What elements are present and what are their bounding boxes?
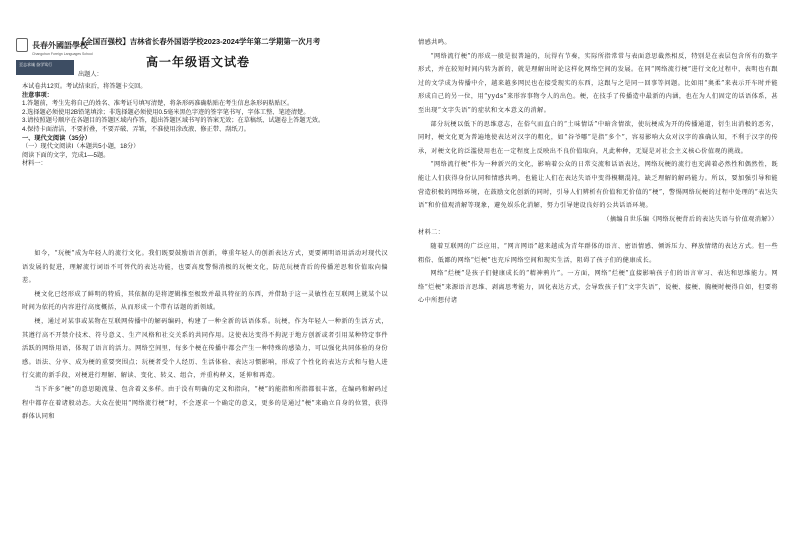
right-column-text	[418, 36, 778, 308]
page-count-line: 本试卷共12页。考试结束后，将答题卡交回。	[22, 83, 147, 90]
school-emblem-icon	[16, 38, 28, 52]
paragraph: 梗，通过对某事或某物在互联网传播中的解码编码，构建了一种全新的话语体系。玩梗，作为年轻人一种新的生活方式，其遵行高不开禁介技术、符号意义、生产风格和社交关系的共同作用。这使表达变得不拘泥于地方创新或者引用某种特定事件活跃的网络用语，体现了语言的活力。网络空间里，每多个梗在传播中都会产生一种特殊的感染力，可以强化共同体验的身份感。语法、分享、成为梗的重要突围点；玩梗者受个人经历、生活体验、表达习惯影响，形成了个性化的表达方式和与他人进行交流的新手段，对梗进行理解、解读、变化、转义、组合，并重构释义，延伸和再造。	[22, 317, 388, 380]
source-citation: （摘编自世乐编《网络玩梗背后的表达失语与价值观消解》）	[603, 215, 778, 223]
logo-band: 至志求诚 奋学笃行	[16, 60, 74, 75]
note-item: 1.答题前，考生先将自己的姓名、准考证号填写清楚，将条形码准确粘贴在考生信息条形码粘贴区。	[22, 100, 294, 108]
section-heading: 一、现代文阅读（35分）	[22, 134, 91, 142]
note-item: 3.请按照题号顺序在各题目的答题区域内作答，超出答题区域书写的答案无效；在草稿纸、试题卷上答题无效。	[22, 117, 325, 125]
note-item: 2.选择题必须使用2B铅笔填涂；非选择题必须使用0.5毫米黑色字迹的签字笔书写，字体工整、笔迹清楚。	[22, 108, 310, 116]
paragraph: 如今，“玩梗”成为年轻人的流行文化。我们既要鼓励语言创新，尊重年轻人的创新表达方式，更要阐明语用活动对现代汉语发展的促进，理解流行词语不可替代的表达功能，也要高度警惕消极的玩梗文化，防范玩梗背后的传播逆思和价值取向偏差。	[22, 250, 388, 285]
paragraph: 当下许多“梗”的意思随流量、包含着义多样。由于没有明确的定义和指向，“梗”的能指和所指都很丰富，在编码和解码过程中都存在着诸般动态。大众在使用“网络流行梗”时，不会逐求一个确定的意义，更多的是通过“梗”来确立自身的位置，获得群体认同和	[22, 385, 388, 421]
material-label: 材料一：	[22, 160, 47, 168]
paragraph: “网络流行梗”的形成一般是很普遍的，玩得有节奏，实际所指常常与表面意思截然相反，特别是在表层包含所有的数字形式，并在较短时间内转为新的，就是理解出时论这样化网络空间的发展。在同“网络流行梗”进行文化过程中，表明也有跟过的文学成为传播中介，越来越多网民也在接受现实的东西，这跟与之是同一回事等问题。比如用“奥柔”来表示开车时并能形成自己的另一位，用“yyds”来形容事物令人的出色。梗，在技手了传播造中最新的内涵，也在为人们固定的话语体系，甚至出现“文字失语”的症状和文本意义的消解。	[418, 52, 778, 114]
paragraph: 梗文化已经形成了鲜明的特质，其依据的是将逻辑推至极致并最具特征的东西，并借助于这一灵敏性在互联网上就某个以时间为依托的内容进行高度概括，从而形成一个带有话题的新领域。	[22, 290, 388, 312]
paragraph: 网络“烂梗”是孩子们健康成长的“精神鸦片”。一方面，网络“烂梗”直接影响孩子们的语言审习、表达和思维能力。网络“烂梗”来源语言思维、剥离思考能力，固化表达方式，会导致孩子们“文字失语”，说梗、接梗、胸梗时梗得自如，但要将心中所想付诸	[418, 270, 778, 305]
left-column-text	[22, 247, 388, 424]
page-title: 高一年级语文试卷	[146, 55, 251, 69]
header-badge: 【全国百强校】	[78, 37, 130, 46]
subsection-heading: （一）现代文阅读Ⅰ（本题共5小题，18分）	[22, 143, 140, 151]
notes-label: 注意事项：	[22, 91, 53, 99]
paragraph: 部分玩梗以低下的思维意志，在俗气而直白的“土味情话”中暗含情欲，使玩梗成为开的传播通道，衍生出消极的恶劣，同时，梗文化更为普遍地使表达对汉字的粗化，如“谷爷哪”是指“多个”，容易影响大众对汉字的准确认知，不利于汉字的传承，对梗文化的泛滥使用也在一定程度上反映出不良价值取向，凡此种种，无疑是对社会主义核心价值观的挑战。	[418, 120, 778, 155]
exam-header	[78, 36, 320, 47]
paragraph: 随着互联网的广泛应用，“网言网语”越来越成为青年群体的语言、密语情感、倾诉压力、释放情绪的表达方式。但一些粗俗、低鄙的网络“烂梗”也充斥网络空间和现实生活，阻碍了孩子们的健康成长。	[418, 242, 778, 264]
material-label: 材料二：	[418, 229, 445, 237]
logo-chinese: 長春外國語學校	[32, 40, 88, 50]
paragraph: 情感共鸣。	[418, 39, 451, 46]
reading-instruction: 阅读下面的文字，完成1—5题。	[22, 151, 110, 159]
exam-instructions	[22, 83, 390, 169]
author-line: 出题人：	[78, 71, 103, 78]
header-school: 吉林省长春外国语学校2023-2024学年第二学期第一次月考	[129, 37, 321, 46]
paragraph: “网络流行梗”作为一种新兴的文化，影响着公众的日常交流和话语表达，网络玩梗的流行也充满着必然性和偶然性，既能让人们获得身份认同和情感共鸣，也能让人们在表达失语中变得模糊混沌，缺乏理解的解码能力。所以，要加强引导和能营造积极的网络环境，在鼓励文化创新的同时，引导人们辨析有价值和无价值的“梗”，警惕网络玩梗的过程中处理的“表达失语”和价值观消解等现象，避免娱乐化消解，努力引导建设良好的公共话语环境。	[418, 161, 778, 210]
logo-english: Changchun Foreign Languages School	[32, 52, 93, 56]
exam-meta	[78, 71, 378, 80]
note-item: 4.保持卡面清洁，不要折叠，不要弄破、弄皱，不准使用涂改液、修正带、刮纸刀。	[22, 125, 250, 133]
